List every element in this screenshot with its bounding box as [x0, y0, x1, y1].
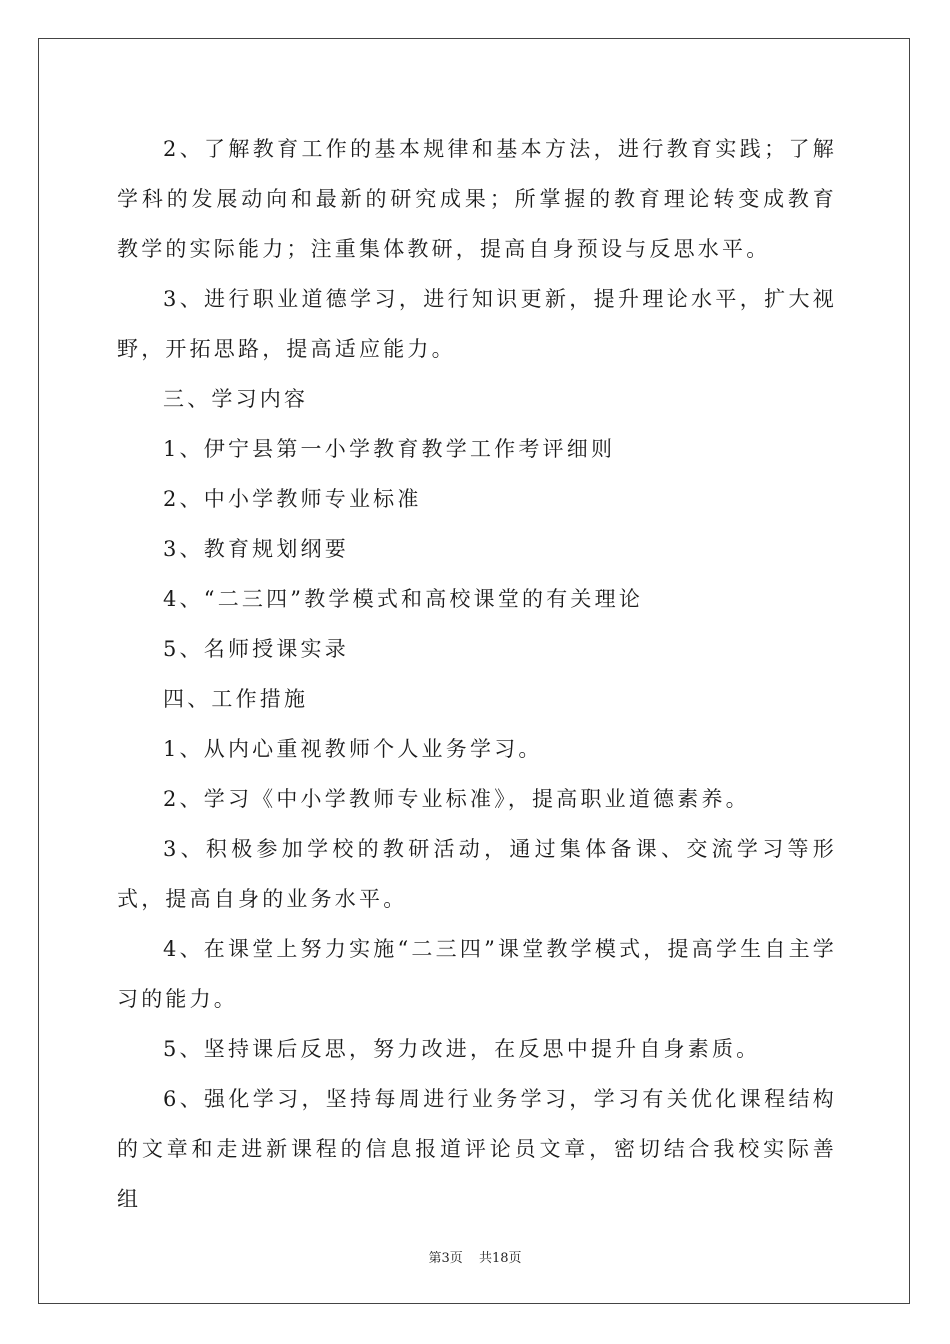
page-footer [0, 1247, 950, 1266]
page-number: 第3页 [428, 1251, 463, 1266]
total-pages: 共18页 [478, 1251, 522, 1266]
list-item: 3、积极参加学校的教研活动，通过集体备课、交流学习等形式，提高自身的业务水平。 [117, 837, 837, 911]
list-item: 1、从内心重视教师个人业务学习。 [163, 737, 543, 761]
list-item: 5、坚持课后反思，努力改进，在反思中提升自身素质。 [163, 1037, 761, 1061]
document-body [117, 124, 837, 1224]
list-item: 2、学习《中小学教师专业标准》，提高职业道德素养。 [163, 787, 750, 811]
paragraph: 3、进行职业道德学习，进行知识更新，提升理论水平，扩大视野，开拓思路，提高适应能力。 [117, 287, 837, 361]
list-item: 5、名师授课实录 [163, 637, 349, 661]
list-item: 6、强化学习，坚持每周进行业务学习，学习有关优化课程结构的文章和走进新课程的信息报道评论员文章，密切结合我校实际善组 [117, 1087, 837, 1211]
list-item: 2、中小学教师专业标准 [163, 487, 422, 511]
section-heading: 四、工作措施 [163, 687, 309, 711]
list-item: 4、“二三四”教学模式和高校课堂的有关理论 [163, 587, 644, 611]
section-heading: 三、学习内容 [163, 387, 309, 411]
list-item: 4、在课堂上努力实施“二三四”课堂教学模式，提高学生自主学习的能力。 [117, 937, 837, 1011]
paragraph: 2、了解教育工作的基本规律和基本方法，进行教育实践；了解学科的发展动向和最新的研究成果；所掌握的教育理论转变成教育教学的实际能力；注重集体教研，提高自身预设与反思水平。 [117, 137, 837, 261]
list-item: 3、教育规划纲要 [163, 537, 349, 561]
list-item: 1、伊宁县第一小学教育教学工作考评细则 [163, 437, 616, 461]
